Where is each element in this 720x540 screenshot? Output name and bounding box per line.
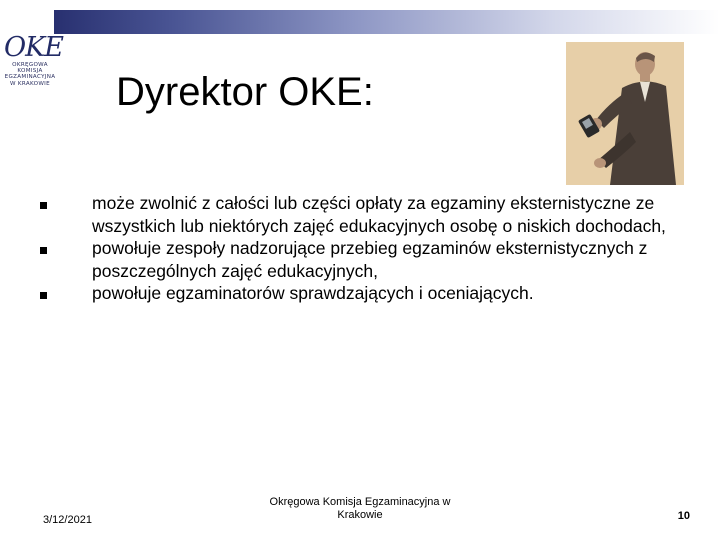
logo-text: [3, 62, 57, 87]
slide-title: Dyrektor OKE:: [116, 70, 374, 114]
bullet-text: może zwolnić z całości lub części opłaty za egzaminy eksternistyczne ze wszystkich lub niektórych zajęć edukacyjnych osobę o niskich dochodach,: [92, 193, 666, 236]
oke-logo: [0, 30, 64, 96]
footer-org-line: Krakowie: [337, 509, 383, 521]
list-item: [40, 237, 680, 282]
footer-date: 3/12/2021: [43, 514, 92, 526]
list-item: [40, 282, 680, 305]
bullet-text: powołuje zespoły nadzorujące przebieg egzaminów eksternistycznych z poszczególnych zajęć edukacyjnych,: [92, 238, 648, 281]
bullet-list: [40, 192, 680, 305]
bullet-square-icon: [40, 247, 47, 254]
businessman-phone-image: [566, 42, 684, 185]
bullet-square-icon: [40, 202, 47, 209]
page-number: 10: [677, 510, 690, 522]
bullet-text: powołuje egzaminatorów sprawdzających i oceniających.: [92, 283, 534, 303]
logo-line: OKRĘGOWA: [12, 62, 48, 68]
list-item: [40, 192, 680, 237]
bullet-square-icon: [40, 292, 47, 299]
footer-org-line: Okręgowa Komisja Egzaminacyjna w: [269, 496, 451, 508]
footer-organization: [240, 496, 480, 522]
header-gradient-bar: [54, 10, 720, 34]
logo-line: KOMISJA: [17, 68, 43, 75]
logo-line: EGZAMINACYJNA: [4, 74, 56, 81]
logo-line: W KRAKOWIE: [10, 80, 50, 87]
logo-mark: OKE: [4, 32, 64, 63]
